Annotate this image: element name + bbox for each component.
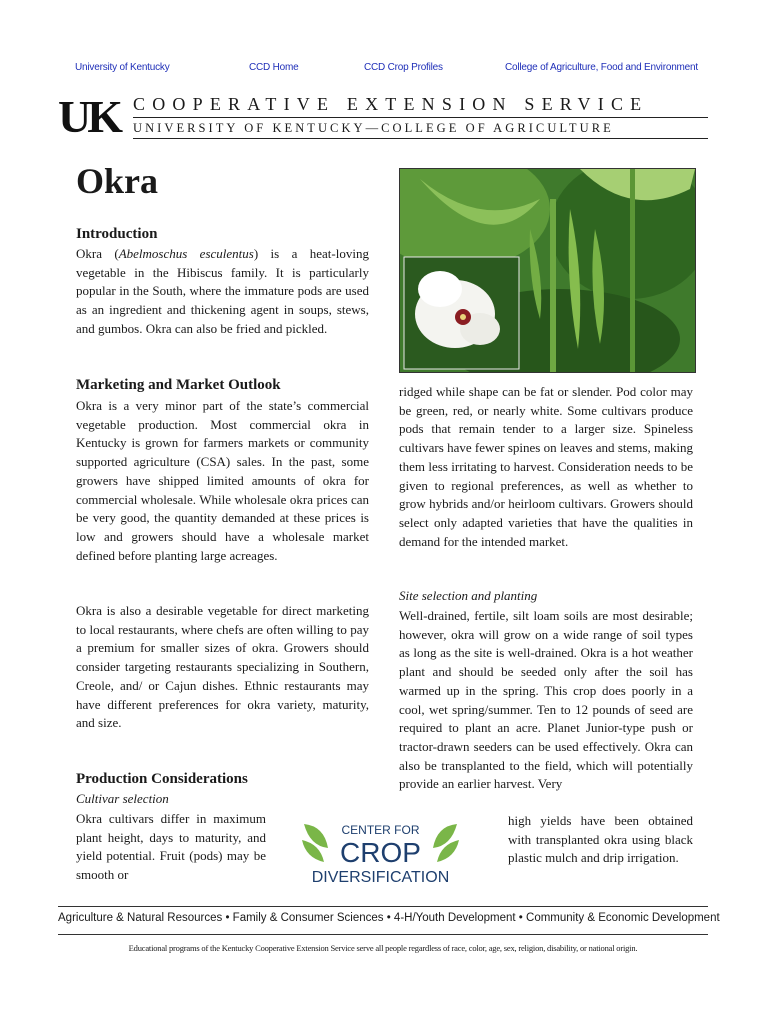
marketing-paragraph-2: Okra is also a desirable vegetable for direct marketing to local restaurants, where chefs are often willing to pay a premium for smaller sizes of okra. Growers should consider targeting restaurants specializing in Southern, Creole, and/ or Cajun dishes. Ethnic restaurants may have different preferences for okra variety, maturity, and size. bbox=[76, 603, 369, 731]
marketing-heading: Marketing and Market Outlook bbox=[76, 377, 281, 393]
uk-logo-text: UK bbox=[58, 94, 119, 134]
ccd-logo-line1: CENTER FOR bbox=[341, 823, 420, 837]
masthead-bottom-rule bbox=[133, 138, 708, 139]
leaf-icon-right bbox=[433, 824, 459, 862]
cultivar-selection-heading: Cultivar selection bbox=[76, 791, 169, 806]
leaf-icon-left bbox=[302, 824, 328, 862]
footer-programs: Agriculture & Natural Resources • Family & Consumer Sciences • 4-H/Youth Development • Community & Economic Development bbox=[58, 912, 720, 924]
footer-bottom-rule bbox=[58, 934, 708, 935]
masthead-divider bbox=[133, 117, 708, 118]
page-title: Okra bbox=[76, 161, 159, 201]
introduction-heading: Introduction bbox=[76, 226, 158, 242]
footer-nondiscrimination-note: Educational programs of the Kentucky Cooperative Extension Service serve all people regardless of race, color, age, sex, religion, disability, or national origin. bbox=[128, 943, 638, 953]
uk-logo bbox=[58, 94, 130, 134]
production-heading: Production Considerations bbox=[76, 771, 248, 787]
okra-plant-photo bbox=[399, 168, 696, 373]
link-college-of-agriculture[interactable]: College of Agriculture, Food and Environment bbox=[505, 62, 698, 73]
marketing-paragraph-1: Okra is a very minor part of the state’s commercial vegetable production. Most commercial okra in Kentucky is grown for farmers markets or community supported agriculture (CSA) sales. In the past, some growers have shipped limited amounts of okra for commercial wholesale. While wholesale okra prices can be very good, the quantity demanded at these prices is low and growers should have a wholesale market defined before planting large acreages. bbox=[76, 398, 369, 563]
cultivar-selection-text: Okra cultivars differ in maximum plant height, days to maturity, and yield potential. Fruit (pods) may be smooth or bbox=[76, 811, 266, 883]
link-university-of-kentucky[interactable]: University of Kentucky bbox=[75, 62, 170, 73]
link-ccd-crop-profiles[interactable]: CCD Crop Profiles bbox=[364, 62, 443, 73]
cultivar-selection-continued: ridged while shape can be fat or slender. Pod color may be green, red, or nearly white. Some cultivars produce pods that remain tender to a larger size. Spineless cultivars have fewer spines on leaves and stems, making them less irritating to harvest. Consideration needs to be given to regional preferences, as well as whether to grow hybrids and/or heirloom cultivars. Growers should select only adapted varieties that have the qualities in demand for the intended market. bbox=[399, 384, 693, 549]
footer-top-rule bbox=[58, 906, 708, 907]
site-selection-text: Well-drained, fertile, silt loam soils are most desirable; however, okra will grow on a wide range of soil types as long as the site is well-drained. Okra is a hot weather plant and should be seeded only after the soil has warmed up in the spring. This crop does poorly in a cool, wet spring/summer. Ten to 12 pounds of seed are required to plant an acre. Planet Junior-type push or tractor-drawn seeders can be used effectively. Okra can also be transplanted to the field, which will potentially provide an earlier harvest. Very bbox=[399, 608, 693, 792]
masthead-title: COOPERATIVE EXTENSION SERVICE bbox=[133, 94, 649, 114]
masthead-subtitle: UNIVERSITY OF KENTUCKY—COLLEGE OF AGRICULTURE bbox=[133, 121, 614, 135]
species-name: Abelmoschus esculentus bbox=[118, 246, 254, 261]
link-ccd-home[interactable]: CCD Home bbox=[249, 62, 299, 73]
center-for-crop-diversification-logo bbox=[298, 818, 463, 888]
site-selection-continued: high yields have been obtained with transplanted okra using black plastic mulch and drip irrigation. bbox=[508, 813, 693, 866]
introduction-text: Okra (Abelmoschus esculentus) is a heat-loving vegetable in the Hibiscus family. It is particularly popular in the South, where the immature pods are used as an ingredient and thickening agent in soups, stews, and gumbos. Okra can also be fried and pickled. bbox=[76, 246, 369, 336]
site-selection-heading: Site selection and planting bbox=[399, 588, 538, 603]
ccd-logo-line3: DIVERSIFICATION bbox=[311, 869, 450, 886]
ccd-logo-line2: CROP bbox=[340, 837, 421, 868]
